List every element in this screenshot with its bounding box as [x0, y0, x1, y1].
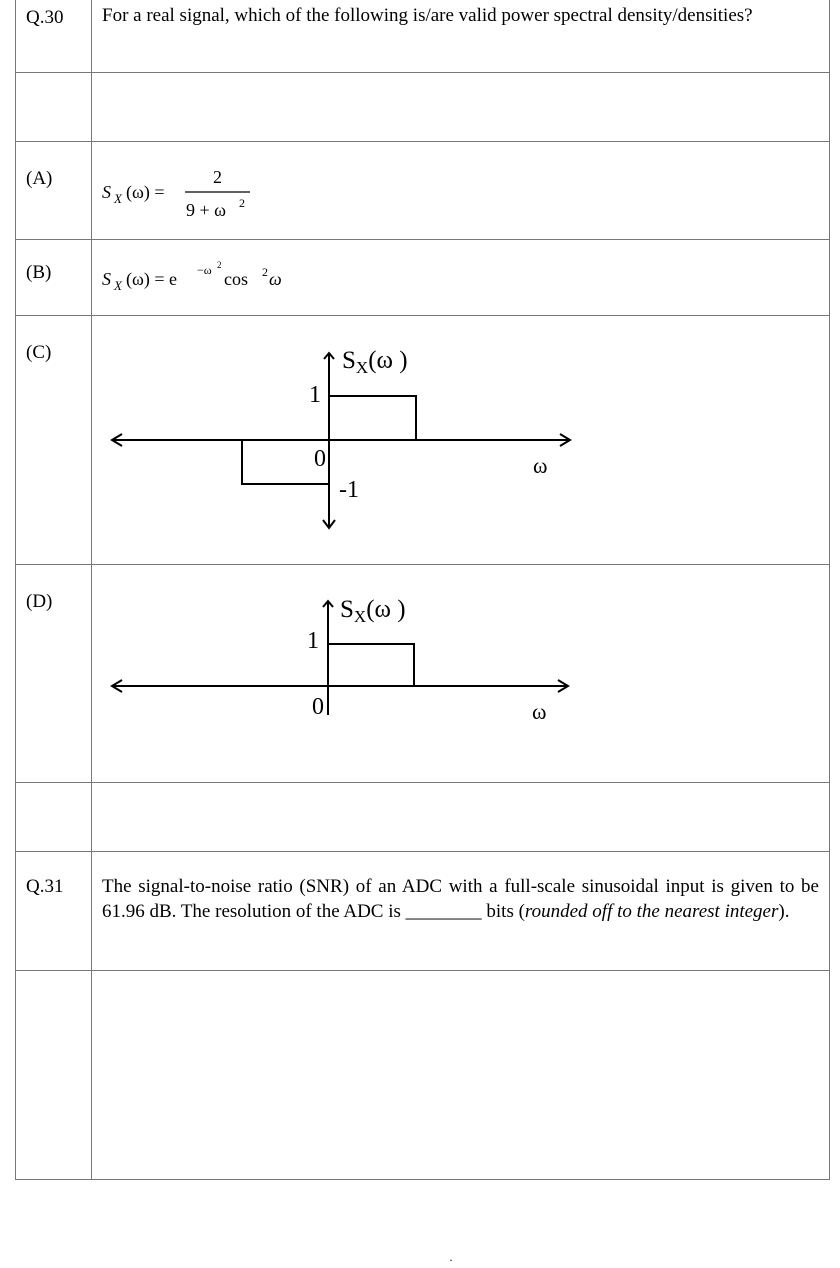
option-d-graph	[92, 565, 832, 777]
footer-mark: ·	[449, 1253, 453, 1267]
q31-number: Q.31	[26, 876, 64, 897]
formula-b-tail: ω	[269, 269, 282, 289]
c-tick-one: 1	[309, 382, 321, 408]
q31-row	[16, 852, 830, 971]
option-c-graph	[92, 316, 832, 559]
formula-a-sub: X	[114, 191, 122, 206]
c-origin: 0	[314, 446, 326, 472]
formula-a-arg: (ω) =	[126, 182, 165, 202]
formula-b-exp: −ω	[197, 263, 212, 277]
option-b-row	[16, 240, 830, 316]
spacer-row	[16, 73, 830, 142]
formula-b-sub: X	[114, 278, 122, 293]
option-b-label: (B)	[26, 262, 52, 283]
spacer-row-2	[16, 783, 830, 852]
option-b-formula	[92, 240, 392, 310]
option-c-label: (C)	[26, 342, 52, 363]
d-tick-one: 1	[307, 628, 319, 654]
formula-b-cos: cos	[224, 269, 248, 289]
formula-b-cos-exp: 2	[262, 265, 268, 279]
q30-number: Q.30	[26, 7, 64, 28]
option-c-row	[16, 316, 830, 565]
c-y-label: $S_X(\omega$ )	[342, 347, 408, 377]
answer-space-row	[16, 971, 830, 1180]
d-origin: 0	[312, 694, 324, 720]
formula-b-arg: (ω) = e	[126, 269, 177, 289]
c-tick-minus-one: -1	[339, 477, 359, 503]
c-positive-pulse	[329, 396, 416, 440]
q30-text: For a real signal, which of the following is/are valid power spectral density/densities?	[102, 5, 753, 26]
formula-a-lhs: S	[102, 182, 111, 202]
d-y-label: $S_X(\omega$ )	[340, 596, 406, 626]
formula-a-numerator: 2	[213, 167, 222, 187]
option-a-label: (A)	[26, 168, 53, 189]
formula-b-exp-sq: 2	[217, 260, 222, 270]
q31-text: The signal-to-noise ratio (SNR) of an ADC with a full-scale sinusoidal input is given to be 61.96 dB. The resolution of the ADC is ________ bits (rounded off to the nearest integer).	[102, 876, 819, 922]
q30-row	[16, 0, 830, 73]
option-d-label: (D)	[26, 591, 53, 612]
d-positive-pulse	[328, 644, 414, 686]
question-table	[15, 0, 830, 1180]
d-x-label: ω	[532, 699, 547, 724]
option-a-formula	[92, 142, 392, 234]
option-d-row	[16, 565, 830, 783]
option-a-row	[16, 142, 830, 240]
formula-a-den-exp: 2	[239, 196, 245, 210]
c-x-label: ω	[533, 453, 548, 478]
formula-b-lhs: S	[102, 269, 111, 289]
formula-a-denominator: 9 + ω	[186, 200, 226, 220]
